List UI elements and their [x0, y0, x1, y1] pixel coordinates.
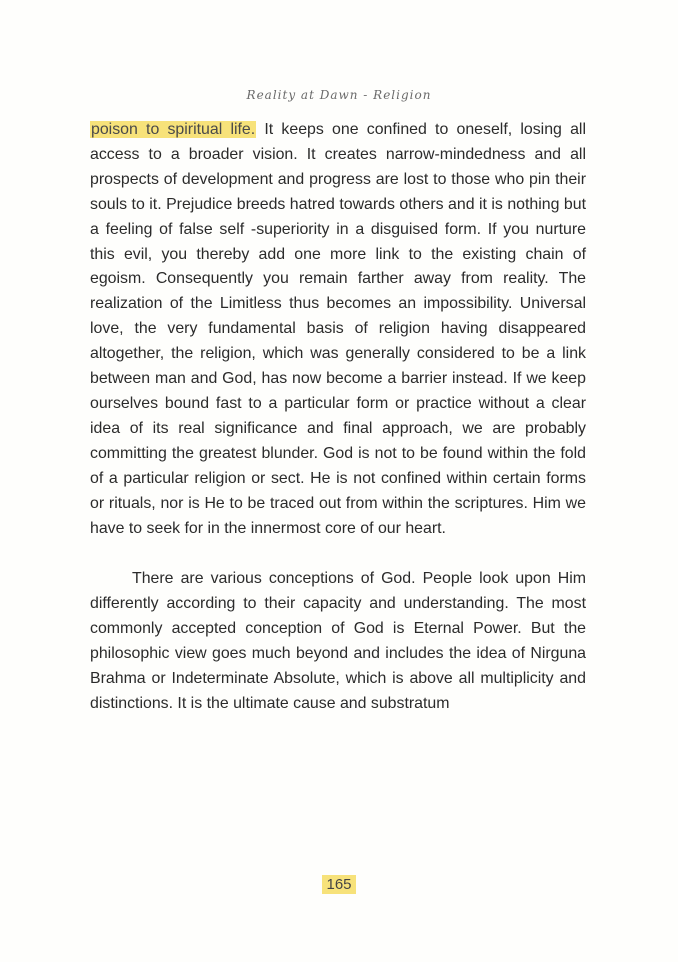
page-number [0, 876, 678, 893]
highlighted-text: poison to spiritual life. [91, 121, 256, 138]
body-text [90, 118, 586, 717]
paragraph-1 [90, 118, 586, 541]
page-number-label: 165 [322, 875, 355, 894]
running-header: Reality at Dawn - Religion [246, 88, 432, 102]
paragraph-1-text: It keeps one confined to oneself, losing all access to a broader vision. It creates narrow-mindedness and all prospects of development and progress are lost to those who pin their souls to it. Prejudice breeds hatred towards others and it is nothing but a feeling of false self -superiority in a disguised form. If you nurture this evil, you thereby add one more link to the existing chain of egoism. Consequently you remain farther away from reality. The realization of the Limitless thus becomes an impossibility. Universal love, the very fundamental basis of religion having disappeared altogether, the religion, which was generally considered to be a link between man and God, has now become a barrier instead. If we keep ourselves bound fast to a particular form or practice without a clear idea of its real significance and final approach, we are probably committing the greatest blunder. God is not to be found within the fold of a particular religion or sect. He is not confined within certain forms or rituals, nor is He to be traced out from within the scriptures. Him we have to seek for in the innermost core of our heart. [90, 121, 586, 537]
paragraph-2: There are various conceptions of God. People look upon Him differently according to their capacity and understanding. The most commonly accepted conception of God is Eternal Power. But the philosophic view goes much beyond and includes the idea of Nirguna Brahma or Indeterminate Absolute, which is above all multiplicity and distinctions. It is the ultimate cause and substratum [90, 570, 586, 712]
